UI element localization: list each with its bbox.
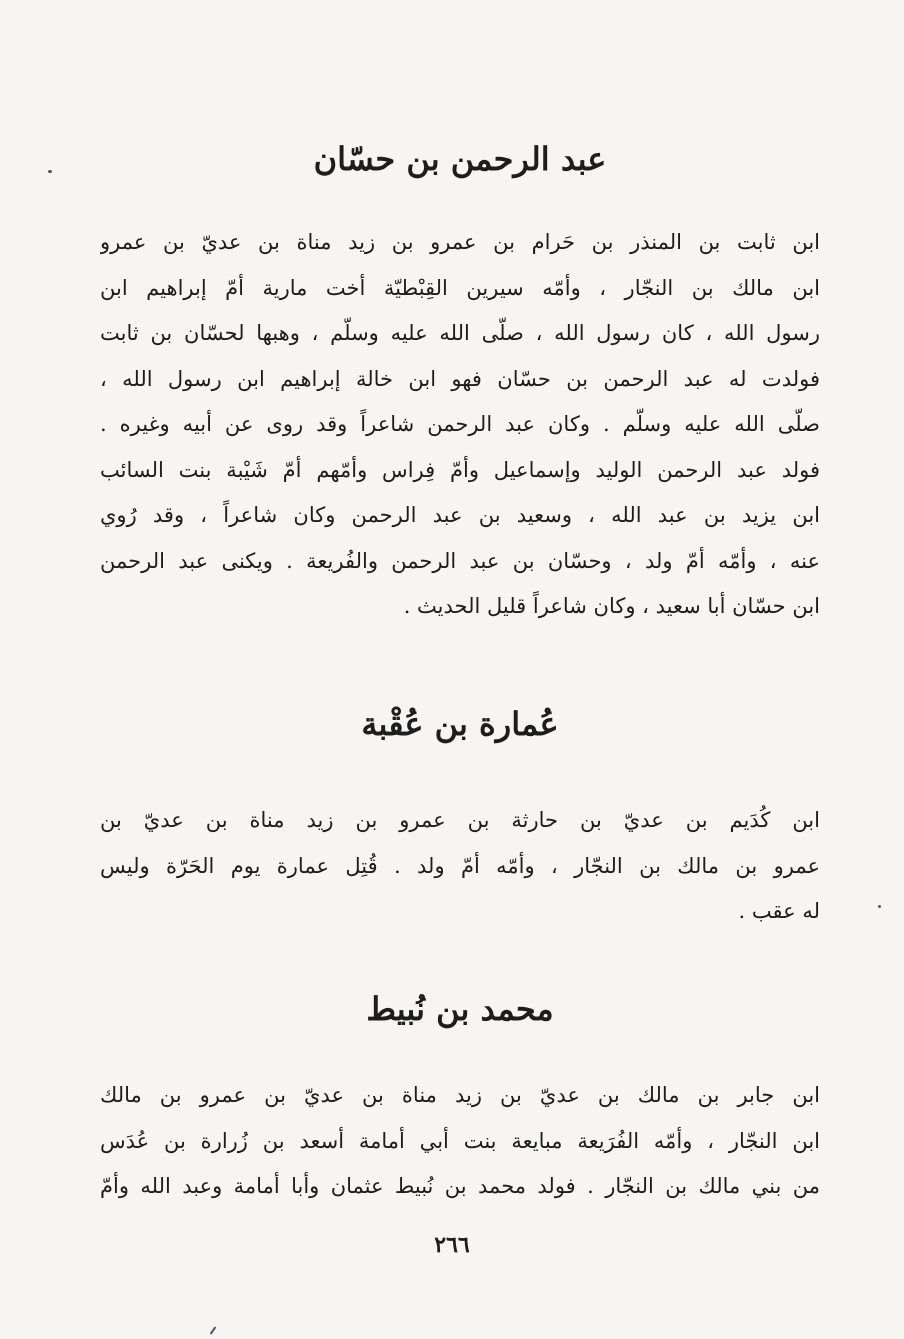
text-line: ابن جابر بن مالك بن عديّ بن زيد مناة بن عديّ بن عمرو بن مالك — [100, 1083, 820, 1107]
section-paragraph-muhammad — [100, 1073, 820, 1210]
section-title-umara: عُمارة بن عُقْبة — [361, 705, 559, 743]
text-line: ابن كُدَيم بن عديّ بن حارثة بن عمرو بن زيد مناة بن عديّ بن — [100, 808, 820, 832]
text-line: فولدت له عبد الرحمن بن حسّان فهو ابن خالة إبراهيم ابن رسول الله ، — [100, 366, 820, 391]
section-paragraph-abd-al-rahman — [100, 220, 820, 630]
scan-speck — [210, 1326, 217, 1335]
text-line: رسول الله ، كان رسول الله ، صلّى الله عليه وسلّم ، وهبها لحسّان بن ثابت — [100, 321, 820, 345]
text-line: من بني مالك بن النجّار . فولد محمد بن نُبيط عثمان وأبا أمامة وعبد الله وأمّ — [100, 1174, 820, 1198]
text-line: ابن مالك بن النجّار ، وأمّه سيرين القِبْطيّة أخت مارية أمّ إبراهيم ابن — [100, 275, 820, 300]
scan-speck — [48, 170, 52, 173]
page-number: ٢٦٦ — [434, 1232, 470, 1258]
section-paragraph-umara — [100, 798, 820, 935]
text-line: عمرو بن مالك بن النجّار ، وأمّه أمّ ولد . قُتِل عمارة يوم الحَرّة وليس — [100, 853, 820, 878]
section-title-muhammad: محمد بن نُبيط — [366, 990, 554, 1028]
text-line: عنه ، وأمّه أمّ ولد ، وحسّان بن عبد الرحمن والفُريعة . ويكنى عبد الرحمن — [100, 548, 820, 573]
text-line: ابن حسّان أبا سعيد ، وكان شاعراً قليل الحديث . — [403, 594, 820, 618]
section-title-abd-al-rahman: عبد الرحمن بن حسّان — [313, 140, 607, 178]
scan-speck — [878, 905, 881, 908]
text-line: ابن ثابت بن المنذر بن حَرام بن عمرو بن زيد مناة بن عديّ بن عمرو — [100, 230, 820, 254]
text-line: ابن النجّار ، وأمّه الفُرَيعة مبايعة بنت أبي أمامة أسعد بن زُرارة بن عُدَس — [100, 1128, 820, 1153]
text-line: صلّى الله عليه وسلّم . وكان عبد الرحمن شاعراً وقد روى عن أبيه وغيره . — [100, 412, 820, 436]
text-line: له عقب . — [738, 899, 820, 923]
text-line: فولد عبد الرحمن الوليد وإسماعيل وأمّ فِراس وأمّهم أمّ شَيْبة بنت السائب — [100, 457, 820, 482]
text-line: ابن يزيد بن عبد الله ، وسعيد بن عبد الرحمن وكان شاعراً ، وقد رُوي — [100, 503, 820, 527]
